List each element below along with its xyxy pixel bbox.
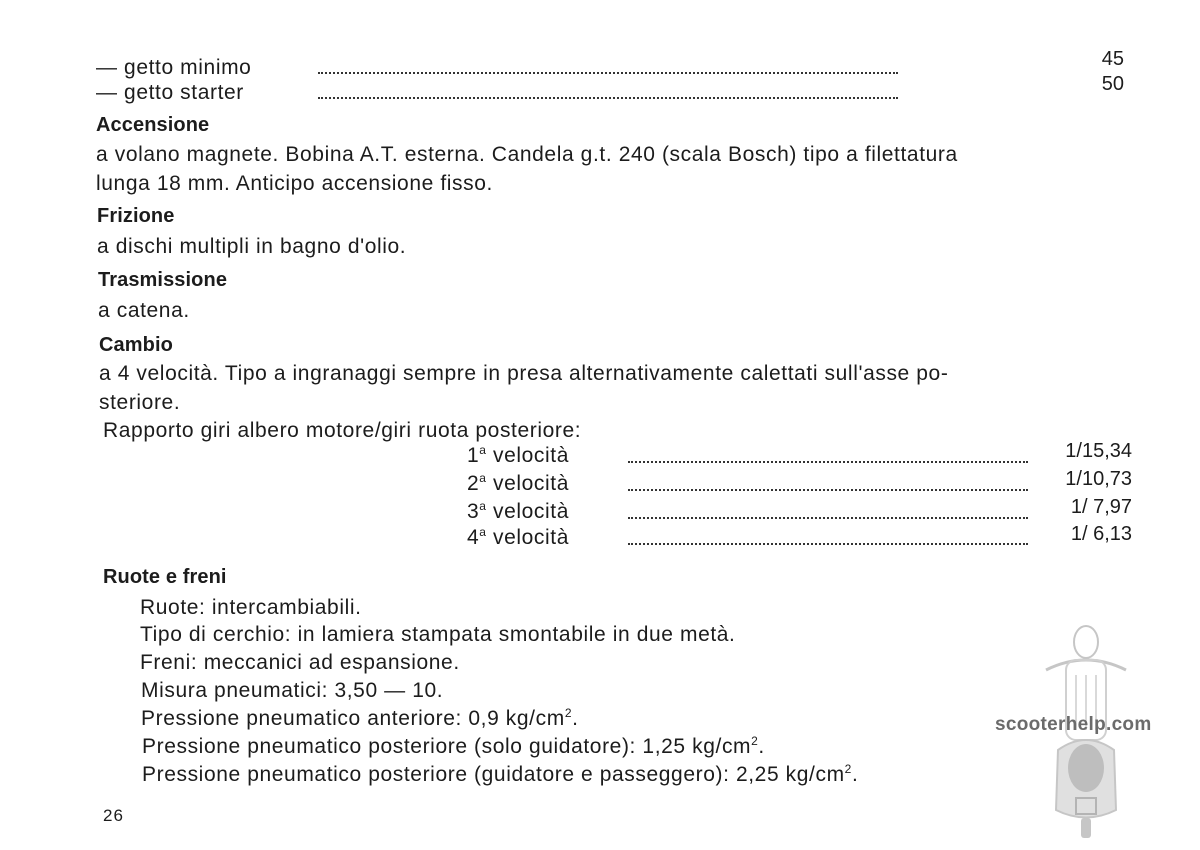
dot-leader [628, 489, 1028, 491]
gear-sup: a [479, 525, 487, 539]
ruote-line-1: Ruote: intercambiabili. [140, 596, 362, 619]
ruote-line-7 [142, 763, 858, 787]
ruote-line-2: Tipo di cerchio: in lamiera stampata smontabile in due metà. [140, 623, 736, 646]
jet-starter-label: — getto starter [96, 81, 244, 104]
jet-minimo-label: — getto minimo [96, 56, 252, 79]
watermark-text: scooterhelp.com [995, 714, 1152, 735]
gear-row-1-ratio: 1/15,34 [1065, 440, 1132, 462]
gear-row-4-ratio: 1/ 6,13 [1070, 523, 1132, 545]
period: . [851, 763, 859, 786]
gear-sup: a [479, 499, 487, 513]
gear-row-3-label [467, 500, 569, 524]
frizione-heading: Frizione [97, 205, 175, 227]
gear-sup: a [479, 443, 487, 457]
accensione-heading: Accensione [96, 114, 210, 136]
ruote-line-6 [142, 735, 765, 759]
jet-minimo-value: 45 [1101, 48, 1124, 70]
gear-row-2-ratio: 1/10,73 [1065, 468, 1132, 490]
ruote-line-3: Freni: meccanici ad espansione. [140, 651, 460, 674]
gear-label: velocità [493, 472, 570, 495]
dot-leader [318, 72, 898, 74]
gear-label: velocità [493, 526, 570, 549]
pressure-text: Pressione pneumatico posteriore (guidatore e passeggero): 2,25 kg/cm [142, 763, 845, 786]
dot-leader [628, 461, 1028, 463]
gear-sup: a [479, 471, 487, 485]
gear-num: 2 [467, 472, 480, 495]
gear-row-3-ratio: 1/ 7,97 [1070, 496, 1132, 518]
gear-label: velocità [493, 444, 570, 467]
cambio-heading: Cambio [99, 334, 173, 356]
gear-row-4-label [467, 526, 569, 550]
cambio-line-2: steriore. [99, 391, 181, 414]
ruote-line-5 [141, 707, 579, 731]
dot-leader [318, 97, 898, 99]
gear-num: 1 [467, 444, 480, 467]
trasmissione-heading: Trasmissione [98, 269, 228, 291]
period: . [572, 707, 579, 730]
gear-num: 3 [467, 500, 480, 523]
page-number: 26 [103, 806, 124, 825]
ruote-heading: Ruote e freni [103, 566, 227, 588]
jet-starter-value: 50 [1101, 73, 1124, 95]
cambio-line-1: a 4 velocità. Tipo a ingranaggi sempre in presa alternativamente calettati sull'asse po- [99, 362, 949, 385]
gear-row-1-label [467, 444, 569, 468]
frizione-text: a dischi multipli in bagno d'olio. [97, 235, 407, 258]
gear-label: velocità [493, 500, 570, 523]
gear-num: 4 [467, 526, 480, 549]
ruote-line-4: Misura pneumatici: 3,50 — 10. [141, 679, 444, 702]
exponent: 2 [844, 762, 852, 776]
gear-row-2-label [467, 472, 569, 496]
accensione-line-1: a volano magnete. Bobina A.T. esterna. Candela g.t. 240 (scala Bosch) tipo a filettatura [96, 143, 958, 166]
pressure-text: Pressione pneumatico posteriore (solo guidatore): 1,25 kg/cm [142, 735, 752, 758]
pressure-text: Pressione pneumatico anteriore: 0,9 kg/cm [141, 707, 565, 730]
trasmissione-text: a catena. [98, 299, 190, 322]
dot-leader [628, 543, 1028, 545]
ratio-intro: Rapporto giri albero motore/giri ruota posteriore: [103, 419, 582, 442]
dot-leader [628, 517, 1028, 519]
exponent: 2 [751, 734, 759, 748]
period: . [758, 735, 765, 758]
exponent: 2 [564, 706, 573, 720]
accensione-line-2: lunga 18 mm. Anticipo accensione fisso. [96, 172, 493, 195]
